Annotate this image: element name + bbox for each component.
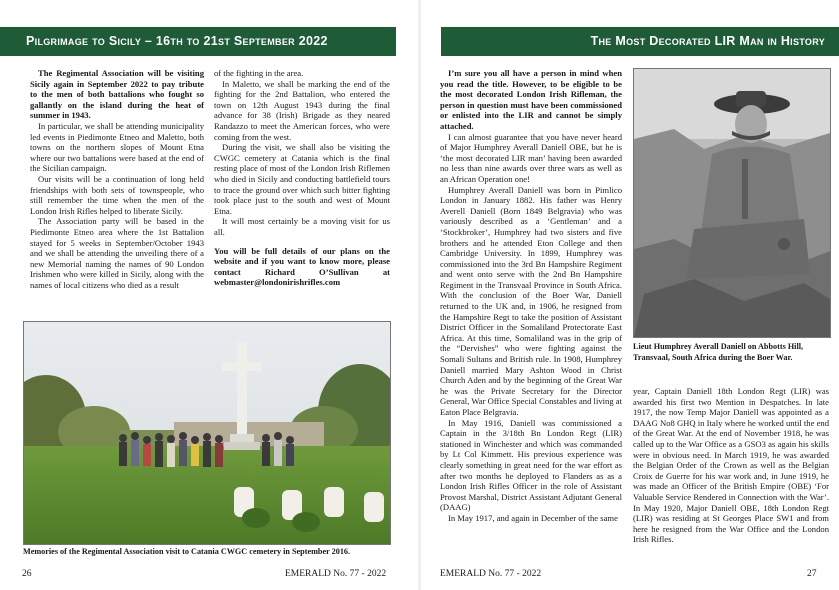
portrait-photo (633, 68, 831, 338)
body-paragraph: It will most certainly be a moving visit for us all. (214, 216, 390, 237)
body-paragraph: I can almost guarantee that you have never heard of Major Humphrey Averall Daniell OBE, but he is ‘the most decorated LIR man’ having been awarded no less than nine awards over three wars as well as an African Operation one! (440, 131, 622, 184)
contact-paragraph: You will be full details of our plans on the website and if you want to know more, please contact Richard O’Sullivan at webmaster@londonirishrifles.com (214, 245, 390, 288)
left-page-number: 26 (22, 569, 32, 579)
right-page-banner: The Most Decorated LIR Man in History (441, 27, 839, 56)
right-footer-title: EMERALD No. 77 - 2022 (440, 569, 542, 579)
left-footer-title: EMERALD No. 77 - 2022 (285, 569, 387, 579)
intro-paragraph: The Regimental Association will be visiting Sicily again in September 2022 to pay tribute to the men of both battalions who fought so gallantly on the island during the heat of summer in 1943. (30, 68, 204, 121)
left-article-column-2 (214, 68, 390, 288)
body-paragraph: In Maletto, we shall be marking the end of the fighting for the 2nd Battalion, who entered the town on 12th August 1943 during the final advance for 38 (Irish) Brigade as they neared Randazzo to meet the American forces, who were coming from the west. (214, 78, 390, 142)
cemetery-photo (23, 321, 391, 545)
portrait-photo-caption: Lieut Humphrey Averall Daniell on Abbotts Hill, Transvaal, South Africa during the Boer War. (633, 342, 804, 362)
cemetery-photo-image (24, 322, 390, 544)
body-paragraph: Our visits will be a continuation of long held friendships with both sets of townspeople, who still remember the time when the men of the London Irish Rifles helped to liberate Sicily. (30, 173, 204, 216)
cemetery-photo-caption: Memories of the Regimental Association visit to Catania CWGC cemetery in September 2016. (23, 547, 351, 556)
body-paragraph: In May 1917, and again in December of the same (448, 512, 618, 523)
right-article-column-1 (440, 68, 622, 524)
right-page-number: 27 (807, 569, 817, 579)
body-paragraph: In May 1916, Daniell was commissioned a Captain in the 3/18th Bn London Regt (LIR) stationed in Winchester and which was commanded by Lt Col Kimmett. His previous experience was clearly something in great need for the war effort as after two months he deployed to Flanders as as a London Irish Rifles Officer in the role of Assistant Provost Marshal, District Assistant Adjutant General (DAAG) (440, 417, 622, 513)
portrait-photo-image (634, 69, 830, 337)
body-paragraph: of the fighting in the area. (214, 68, 304, 78)
intro-paragraph: I’m sure you all have a person in mind when you read the title. However, to be eligible to be the most decorated London Irish Rifleman, the person in question must have been commissioned or enlisted into the LIR and cannot be simply attached. (440, 68, 622, 131)
left-page (0, 0, 418, 590)
body-paragraph: year, Captain Daniell 18th London Regt (LIR) was awarded his first two Mention in Despatches. In late 1917, the now Temp Major Daniell was appointed as a DAAG No8 GHQ in Italy where he worked until the end of the Great War. At the end of November 1918, he was called up to the War Office as a GSO3 as again his skills were in obvious need. In March 1919, he was awarded the Belgian Order of the Crown as well as the Belgian Croix de Guerre for his war work and, in June 1919, he was made an Officer of the British Empire (OBE) ‘For Valuable Service Rendered in Connection with the War’. In May 1920, Major Daniell OBE, 18th London Regt (LIR) was residing at St Georges Place SW1 and from here he resigned from the War Office and the London Irish Rifles. (633, 386, 829, 545)
body-paragraph: The Association party will be based in the Piedimonte Etneo area where the 1st Battalion stayed for 5 weeks in September/October 1943 and we shall be attending the unveiling there of a new Memorial naming the names of 90 London Irishmen who were killed in Sicily, along with the names of local citizens who died as a result (30, 216, 204, 290)
body-paragraph: During the visit, we shall also be visiting the CWGC cemetery at Catania which is the final resting place of most of the London Irish Riflemen who died in Sicily and conducting battlefield tours to trace the ground over which such bitter fighting took place just to the south and west of Mount Etna. (214, 142, 390, 216)
right-page (421, 0, 839, 590)
body-paragraph: Humphrey Averall Daniell was born in Pimlico London in January 1882. His father was Henry Averell Daniell (Born 1849 Belgravia) who was variously described as a ‘Gentleman’ and a ‘Stockbroker’, Humphrey had two sisters and five brothers and he attended Eton College and then Cambridge University. In 1899, Humphrey was commissioned into the 3rd Bn Hampshire Regiment and went onto serve with the 2nd Bn Hampshire Regiment in the Transvaal Province in South Africa. With the conclusion of the Boer War, Daniell returned to the UK and, in 1906, he resigned from the Hampshire Regt to take the position of Assistant District Officer in the Somaliland Protectorate East Africa. At this time, Somaliland was in the grip of the “Dervishes” who were fighting against the Somali Sultans and British rule. In 1908, Humphrey Daniell married Mary Ashton Wood in Christ Church Aden and by the beginning of the Great War he was the Private Secretary for the Director General, War Office Special Constables and living at Eaton Place Belgravia. (440, 184, 622, 417)
body-paragraph: In particular, we shall be attending municipality led events in Piedimonte Etneo and Maletto, both towns on the northern slopes of Mount Etna where our two battalions were based at the end of the Sicilian campaign. (30, 120, 204, 174)
left-article-column-1 (30, 68, 204, 290)
left-page-banner: Pilgrimage to Sicily – 16th to 21st September 2022 (0, 27, 396, 56)
right-article-column-2 (633, 386, 829, 545)
